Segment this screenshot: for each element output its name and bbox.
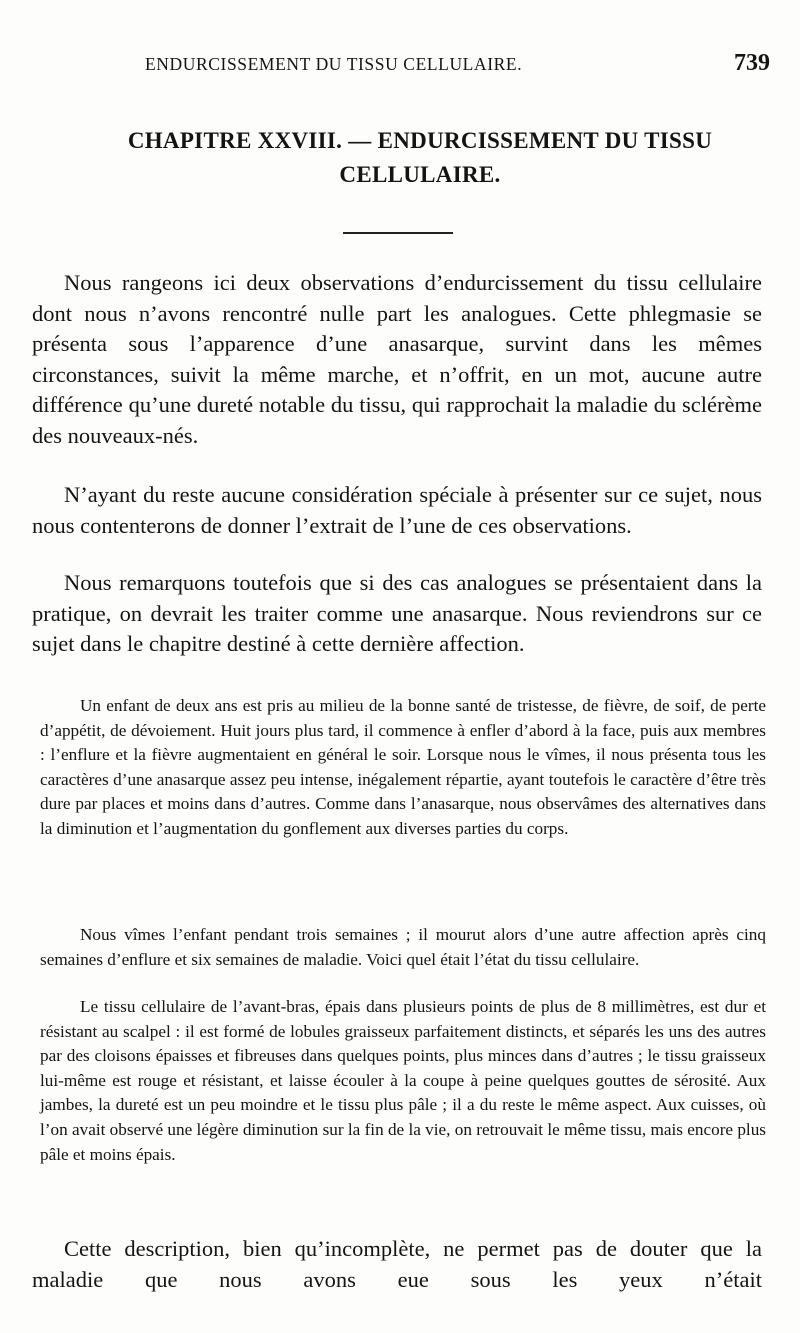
observation-paragraph: Le tissu cellulaire de l’avant-bras, épais dans plusieurs points de plus de 8 millimètres, est dur et résistant au scalpel : il est formé de lobules graisseux parfaitement distincts, et séparés les uns des autres par des cloisons épaisses et fibreuses dans quelques points, plus minces dans d’autres ; le tissu graisseux lui-même est rouge et résistant, et laisse écouler à la coupe à peine quelques gouttes de sérosité. Aux jambes, la dureté est un peu moindre et le tissu plus pâle ; il a du reste le même aspect. Aux cuisses, où l’on avait observé une légère diminution sur la fin de la vie, on retrouvait le même tissu, mais encore plus pâle et moins épais. — [40, 997, 766, 1164]
closing-paragraph: Cette description, bien qu’incomplète, ne permet pas de douter que la maladie que nous avons eue sous les yeux n’était — [32, 1236, 762, 1292]
body-paragraph: Nous rangeons ici deux observations d’endurcissement du tissu cellulaire dont nous n’avons rencontré nulle part les analogues. Cette phlegmasie se présenta sous l’apparence d’une anasarque, survint dans les mêmes circonstances, suivit la même marche, et n’offrit, en un mot, aucune autre différence qu’une dureté notable du tissu, qui rapprochait la maladie du sclérème des nouveaux-nés. — [32, 270, 762, 448]
chapter-title: CHAPITRE XXVIII. — ENDURCISSEMENT DU TISSU CELLULAIRE. — [127, 128, 713, 187]
running-head — [60, 50, 770, 80]
observation-paragraph: Un enfant de deux ans est pris au milieu de la bonne santé de tristesse, de fièvre, de soif, de perte d’appétit, de dévoiement. Huit jours plus tard, il commence à enfler d’abord à la face, puis aux membres : l’enflure et la fièvre augmentaient en général le soir. Lorsque nous le vîmes, il nous présenta tous les caractères d’une anasarque assez peu intense, inégalement répartie, ayant toutefois le caractère d’être très dure par places et moins dans d’autres. Comme dans l’anasarque, nous observâmes des alternatives dans la diminution et l’augmentation du gonflement aux diverses parties du corps. — [40, 696, 766, 838]
running-title: ENDURCISSEMENT DU TISSU CELLULAIRE. — [145, 54, 523, 74]
body-paragraph: N’ayant du reste aucune considération spéciale à présenter sur ce sujet, nous nous contenterons de donner l’extrait de l’une de ces observations. — [32, 482, 762, 538]
title-rule — [343, 232, 453, 234]
page-number: 739 — [734, 50, 770, 76]
body-paragraph: Nous remarquons toutefois que si des cas analogues se présentaient dans la pratique, on devrait les traiter comme une anasarque. Nous reviendrons sur ce sujet dans le chapitre destiné à cette dernière affection. — [32, 570, 762, 657]
observation-paragraph: Nous vîmes l’enfant pendant trois semaines ; il mourut alors d’une autre affection après cinq semaines d’enflure et six semaines de maladie. Voici quel était l’état du tissu cellulaire. — [40, 925, 766, 969]
